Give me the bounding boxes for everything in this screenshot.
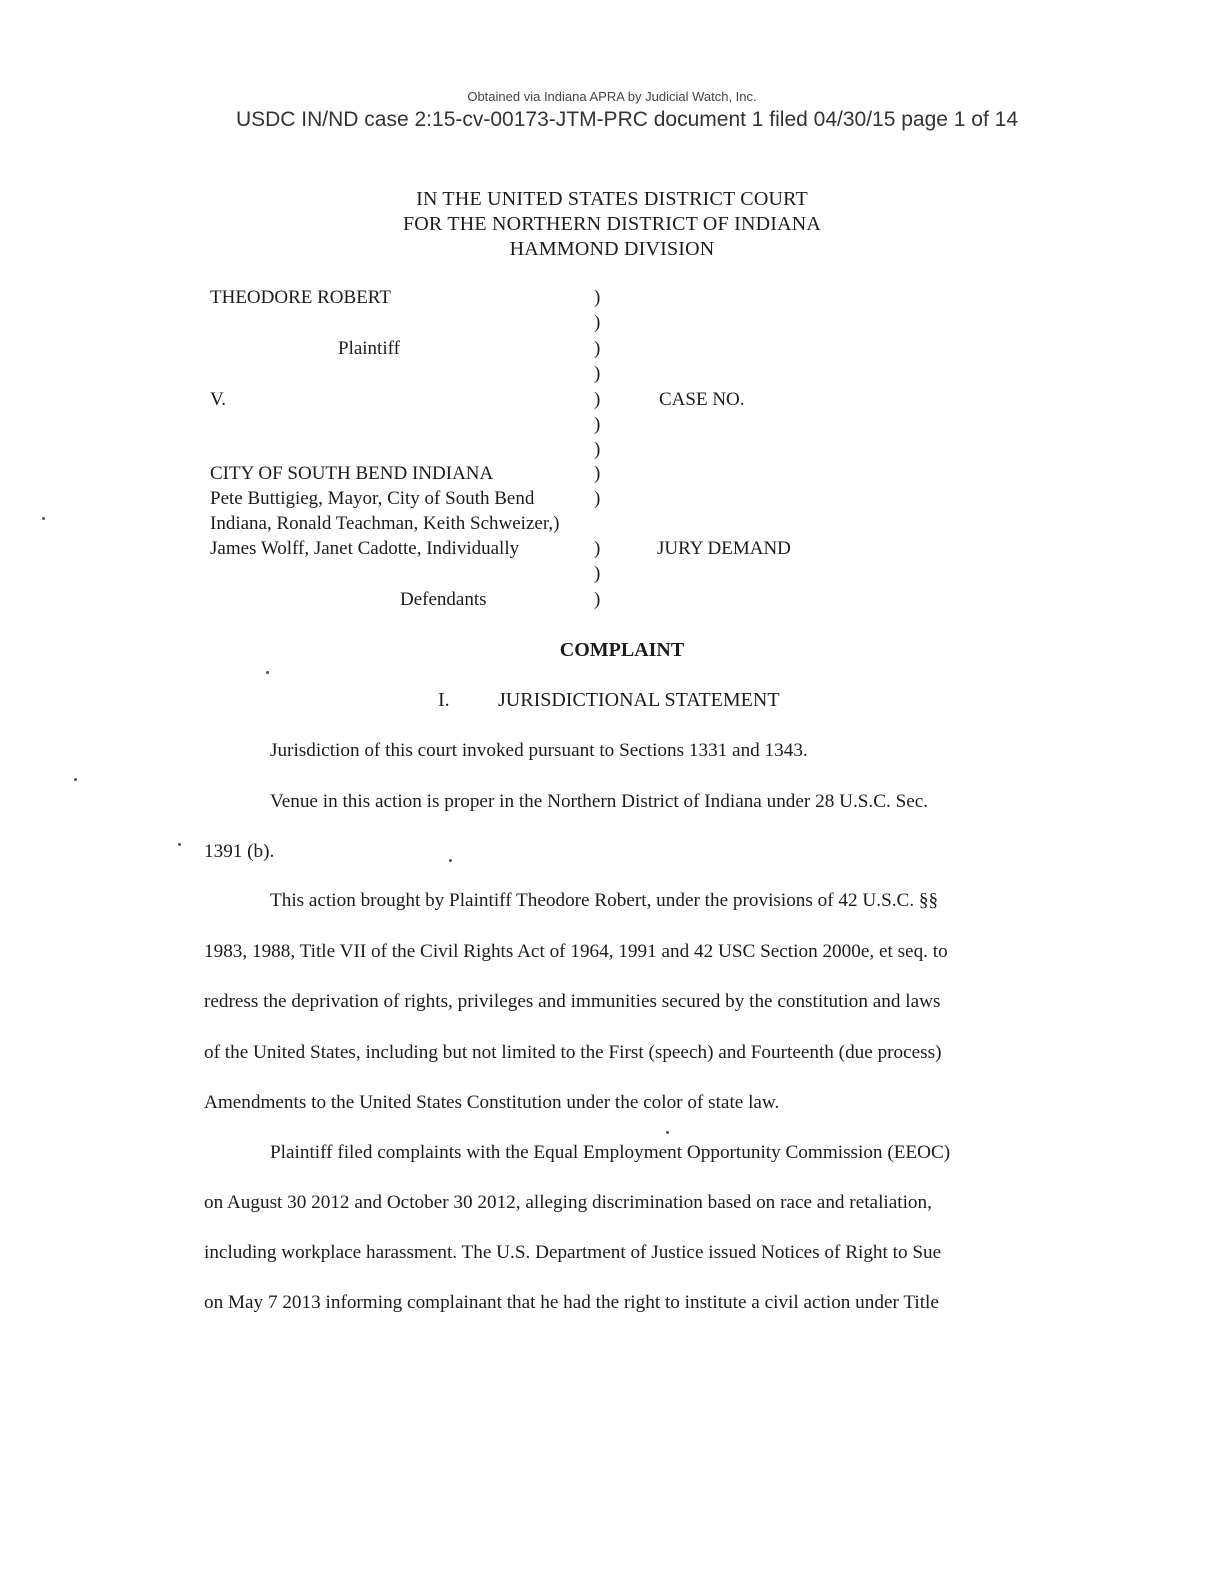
- scan-speck: [666, 1131, 669, 1134]
- scan-speck: [449, 859, 452, 862]
- body-line: redress the deprivation of rights, privileges and immunities secured by the constitution and laws: [204, 991, 941, 1012]
- court-heading-line-2: FOR THE NORTHERN DISTRICT OF INDIANA: [402, 213, 822, 235]
- plaintiff-role: Plaintiff: [338, 338, 400, 359]
- section-number: I.: [438, 689, 450, 711]
- complaint-title: COMPLAINT: [559, 639, 685, 661]
- defendant-line-1: CITY OF SOUTH BEND INDIANA: [210, 463, 494, 484]
- caption-paren: ): [594, 287, 601, 308]
- section-title: JURISDICTIONAL STATEMENT: [498, 689, 780, 711]
- body-line: 1391 (b).: [204, 841, 275, 862]
- scan-speck: [42, 517, 45, 520]
- defendant-role: Defendants: [400, 589, 487, 610]
- caption-paren: ): [594, 563, 601, 584]
- body-line: on May 7 2013 informing complainant that he had the right to institute a civil action under Title: [204, 1292, 939, 1313]
- versus-label: V.: [210, 389, 227, 410]
- body-line: on August 30 2012 and October 30 2012, alleging discrimination based on race and retaliation,: [204, 1192, 932, 1213]
- body-line: Amendments to the United States Constitution under the color of state law.: [204, 1092, 780, 1113]
- plaintiff-name: THEODORE ROBERT: [210, 287, 391, 308]
- body-line: 1983, 1988, Title VII of the Civil Rights Act of 1964, 1991 and 42 USC Section 2000e, et seq. to: [204, 941, 948, 962]
- case-header-stamp: USDC IN/ND case 2:15-cv-00173-JTM-PRC document 1 filed 04/30/15 page 1 of 14: [235, 108, 1019, 131]
- defendant-line-4: James Wolff, Janet Cadotte, Individually: [210, 538, 520, 559]
- caption-paren: ): [594, 389, 601, 410]
- caption-paren: ): [594, 589, 601, 610]
- caption-paren: ): [594, 488, 601, 509]
- defendant-line-2: Pete Buttigieg, Mayor, City of South Bend: [210, 488, 535, 509]
- scan-speck: [74, 778, 77, 781]
- body-line: Jurisdiction of this court invoked pursuant to Sections 1331 and 1343.: [270, 740, 808, 761]
- body-line: Plaintiff filed complaints with the Equal Employment Opportunity Commission (EEOC): [270, 1142, 951, 1163]
- caption-paren: ): [594, 414, 601, 435]
- caption-paren: ): [594, 538, 601, 559]
- caption-paren: ): [594, 338, 601, 359]
- scan-speck: [178, 843, 181, 846]
- case-number-label: CASE NO.: [659, 389, 745, 410]
- caption-paren: ): [594, 463, 601, 484]
- body-line: of the United States, including but not limited to the First (speech) and Fourteenth (due process): [204, 1042, 942, 1063]
- caption-paren: ): [594, 312, 601, 333]
- caption-paren: ): [594, 439, 601, 460]
- court-heading-line-3: HAMMOND DIVISION: [509, 238, 715, 260]
- obtained-via-stamp: Obtained via Indiana APRA by Judicial Watch, Inc.: [467, 89, 757, 104]
- body-line: This action brought by Plaintiff Theodore Robert, under the provisions of 42 U.S.C. §§: [270, 890, 939, 911]
- jury-demand-label: JURY DEMAND: [657, 538, 791, 559]
- body-line: Venue in this action is proper in the Northern District of Indiana under 28 U.S.C. Sec.: [270, 791, 929, 812]
- defendant-line-3: Indiana, Ronald Teachman, Keith Schweizer,): [210, 513, 560, 534]
- court-heading-line-1: IN THE UNITED STATES DISTRICT COURT: [416, 188, 808, 210]
- body-line: including workplace harassment. The U.S. Department of Justice issued Notices of Right to Sue: [204, 1242, 942, 1263]
- scan-speck: [266, 671, 269, 674]
- caption-paren: ): [594, 363, 601, 384]
